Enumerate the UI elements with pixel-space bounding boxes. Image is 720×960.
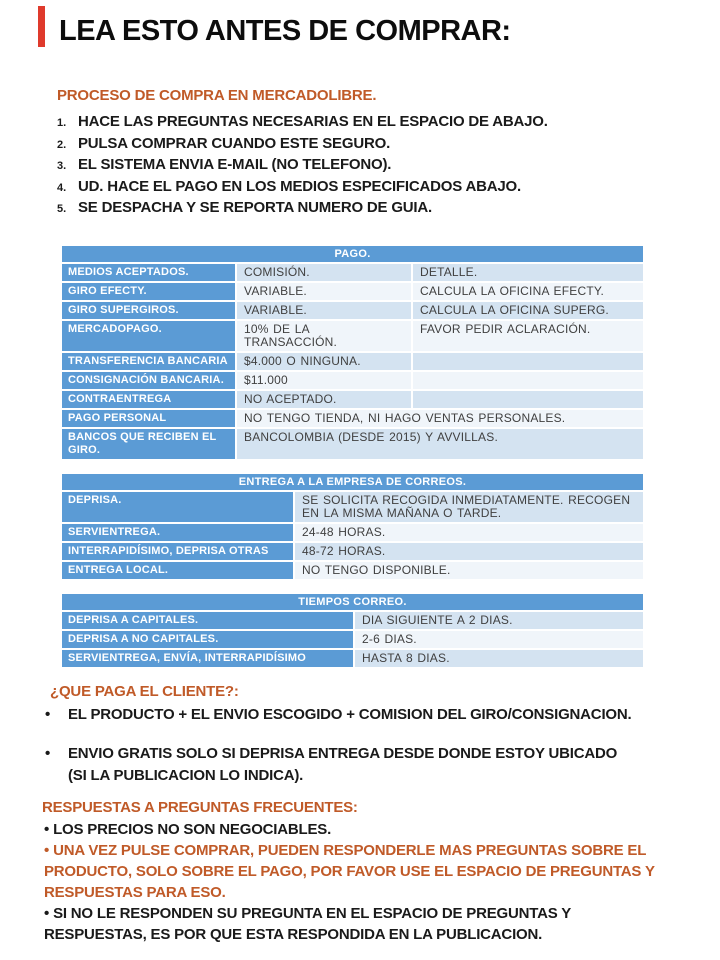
bullet-item <box>45 743 720 786</box>
table-row <box>62 612 643 631</box>
bullet-item <box>45 704 720 726</box>
entrega-table-title: ENTREGA A LA EMPRESA DE CORREOS. <box>62 474 643 492</box>
process-step <box>57 113 720 135</box>
client-pays-heading: ¿QUE PAGA EL CLIENTE?: <box>50 682 239 700</box>
faq-bullet-text: SI NO LE RESPONDEN SU PREGUNTA EN EL ESPACIO DE PREGUNTAS Y RESPUESTAS, ES POR QUE ESTA RESPONDIDA EN LA PUBLICACION. <box>44 905 571 943</box>
client-pays-section <box>42 682 720 787</box>
step-number: 4. <box>57 181 67 194</box>
table-cell: COMISIÓN. <box>237 264 413 283</box>
process-step <box>57 135 720 157</box>
bullet-dot: • <box>45 745 51 762</box>
table-row <box>62 353 643 372</box>
step-text: HACE LAS PREGUNTAS NECESARIAS EN EL ESPACIO DE ABAJO. <box>78 113 548 130</box>
step-number: 3. <box>57 160 67 172</box>
table-row <box>62 429 643 461</box>
faq-bullet <box>44 840 672 903</box>
bullet-dot: • <box>45 705 51 723</box>
table-cell <box>413 353 643 372</box>
table-row <box>62 372 643 391</box>
row-header: GIRO SUPERGIROS. <box>62 302 237 321</box>
table-cell: 48-72 HORAS. <box>295 543 643 562</box>
step-text: EL SISTEMA ENVIA E-MAIL (NO TELEFONO). <box>78 156 392 173</box>
title-accent-bar <box>38 6 45 47</box>
table-cell: VARIABLE. <box>237 283 413 302</box>
row-header: PAGO PERSONAL <box>62 410 237 429</box>
table-cell: 2-6 DIAS. <box>355 631 643 650</box>
row-header: SERVIENTREGA. <box>62 524 295 543</box>
row-header: DEPRISA A CAPITALES. <box>62 612 355 631</box>
table-cell: SE SOLICITA RECOGIDA INMEDIATAMENTE. RECOGEN EN LA MISMA MAÑANA O TARDE. <box>295 492 643 524</box>
pago-table <box>62 246 643 461</box>
process-step <box>57 178 720 200</box>
tiempos-table-title: TIEMPOS CORREO. <box>62 594 643 612</box>
table-row <box>62 321 643 353</box>
table-cell: VARIABLE. <box>237 302 413 321</box>
client-pays-list <box>45 704 720 787</box>
table-row <box>62 524 643 543</box>
table-row <box>62 302 643 321</box>
table-header-row <box>62 246 643 264</box>
table-header-row <box>62 474 643 492</box>
table-cell: DIA SIGUIENTE A 2 DIAS. <box>355 612 643 631</box>
table-cell: NO ACEPTADO. <box>237 391 413 410</box>
table-row <box>62 631 643 650</box>
table-cell: NO TENGO TIENDA, NI HAGO VENTAS PERSONALES. <box>237 410 643 429</box>
step-text: PULSA COMPRAR CUANDO ESTE SEGURO. <box>78 134 391 152</box>
document-header <box>59 12 720 50</box>
table-cell: CALCULA LA OFICINA SUPERG. <box>413 302 643 321</box>
table-row <box>62 650 643 669</box>
table-cell <box>413 391 643 410</box>
table-row <box>62 391 643 410</box>
bullet-dot: • <box>44 905 50 922</box>
bullet-dot: • <box>44 821 50 838</box>
table-cell: $11.000 <box>237 372 413 391</box>
step-number: 5. <box>57 203 67 215</box>
table-row <box>62 264 643 283</box>
row-header: SERVIENTREGA, ENVÍA, INTERRAPIDÍSIMO <box>62 650 355 669</box>
table-cell: FAVOR PEDIR ACLARACIÓN. <box>413 321 643 353</box>
row-header: CONSIGNACIÓN BANCARIA. <box>62 372 237 391</box>
tiempos-table <box>62 594 643 669</box>
table-cell: $4.000 O NINGUNA. <box>237 353 413 372</box>
process-steps-list <box>57 113 720 221</box>
table-row <box>62 283 643 302</box>
row-header: DEPRISA A NO CAPITALES. <box>62 631 355 650</box>
faq-bullet <box>44 819 672 840</box>
pago-table-title: PAGO. <box>62 246 643 264</box>
row-header: CONTRAENTREGA <box>62 391 237 410</box>
entrega-table <box>62 474 643 581</box>
tables-section <box>42 246 720 669</box>
step-number: 1. <box>57 117 67 129</box>
table-header-row <box>62 594 643 612</box>
row-header: INTERRAPIDÍSIMO, DEPRISA OTRAS <box>62 543 295 562</box>
faq-list <box>44 819 672 945</box>
table-row <box>62 562 643 581</box>
faq-section <box>42 798 720 945</box>
table-cell: DETALLE. <box>413 264 643 283</box>
row-header: BANCOS QUE RECIBEN EL GIRO. <box>62 429 237 461</box>
row-header: GIRO EFECTY. <box>62 283 237 302</box>
table-row <box>62 543 643 562</box>
table-row <box>62 410 643 429</box>
process-step <box>57 199 720 221</box>
table-row <box>62 492 643 524</box>
row-header: ENTREGA LOCAL. <box>62 562 295 581</box>
faq-bullet-text: LOS PRECIOS NO SON NEGOCIABLES. <box>53 821 332 838</box>
table-cell: NO TENGO DISPONIBLE. <box>295 562 643 581</box>
table-cell: BANCOLOMBIA (DESDE 2015) Y AVVILLAS. <box>237 429 643 461</box>
faq-bullet-text: UNA VEZ PULSE COMPRAR, PUEDEN RESPONDERLE MAS PREGUNTAS SOBRE EL PRODUCTO, SOLO SOBRE EL PAGO, POR FAVOR USE EL ESPACIO DE PREGUNTAS Y RESPUESTAS PARA ESO. <box>44 842 655 901</box>
process-heading: PROCESO DE COMPRA EN MERCADOLIBRE. <box>57 87 377 104</box>
row-header: MEDIOS ACEPTADOS. <box>62 264 237 283</box>
table-cell: 10% DE LA TRANSACCIÓN. <box>237 321 413 353</box>
process-section <box>57 86 720 221</box>
page-title: LEA ESTO ANTES DE COMPRAR: <box>59 15 511 47</box>
row-header: DEPRISA. <box>62 492 295 524</box>
step-text: UD. HACE EL PAGO EN LOS MEDIOS ESPECIFICADOS ABAJO. <box>78 177 521 195</box>
bullet-text: EL PRODUCTO + EL ENVIO ESCOGIDO + COMISION DEL GIRO/CONSIGNACION. <box>68 705 632 723</box>
bullet-dot: • <box>44 842 50 859</box>
row-header: TRANSFERENCIA BANCARIA <box>62 353 237 372</box>
step-text: SE DESPACHA Y SE REPORTA NUMERO DE GUIA. <box>78 199 432 216</box>
faq-heading: RESPUESTAS A PREGUNTAS FRECUENTES: <box>42 799 358 816</box>
table-cell <box>413 372 643 391</box>
process-step <box>57 156 720 178</box>
row-header: MERCADOPAGO. <box>62 321 237 353</box>
step-number: 2. <box>57 138 67 151</box>
bullet-text: ENVIO GRATIS SOLO SI DEPRISA ENTREGA DESDE DONDE ESTOY UBICADO (SI LA PUBLICACION LO INDICA). <box>68 745 618 784</box>
table-cell: HASTA 8 DIAS. <box>355 650 643 669</box>
table-cell: 24-48 HORAS. <box>295 524 643 543</box>
table-cell: CALCULA LA OFICINA EFECTY. <box>413 283 643 302</box>
faq-bullet <box>44 903 672 945</box>
